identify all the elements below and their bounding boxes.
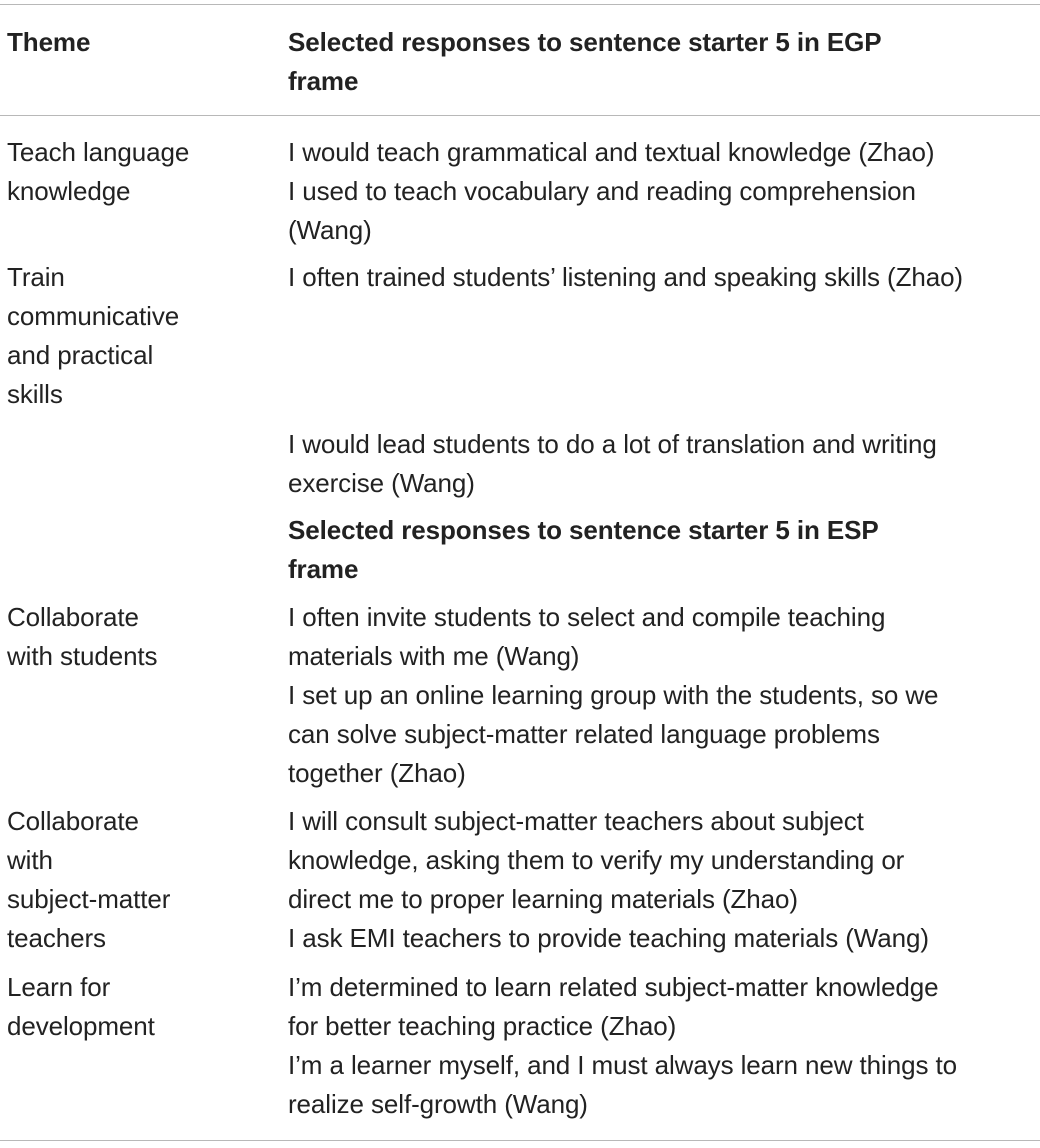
- theme-learn-for-development: Learn for development: [7, 972, 155, 1041]
- responses-teach-language-knowledge: [288, 133, 1028, 250]
- response-line: materials with me (Wang): [288, 641, 580, 671]
- response-line: I would lead students to do a lot of translation and writing: [288, 429, 937, 459]
- theme-collaborate-with-students: Collaborate with students: [7, 602, 158, 671]
- response-line: I’m determined to learn related subject-matter knowledge: [288, 972, 939, 1002]
- theme-teach-language-knowledge: Teach language knowledge: [7, 137, 190, 206]
- header-divider-rule: [0, 115, 1040, 116]
- response-line: realize self-growth (Wang): [288, 1089, 588, 1119]
- header-egp-title: Selected responses to sentence starter 5 in EGP frame: [288, 27, 882, 96]
- response-line: knowledge, asking them to verify my understanding or: [288, 845, 905, 875]
- response-line: exercise (Wang): [288, 468, 475, 498]
- responses-collaborate-with-students: [288, 598, 1028, 793]
- responses-learn-for-development: [288, 968, 1028, 1124]
- response-line: I set up an online learning group with the students, so we: [288, 680, 939, 710]
- response-line: I often invite students to select and compile teaching: [288, 602, 886, 632]
- table-bottom-rule: [0, 1140, 1040, 1141]
- header-theme: Theme: [7, 27, 91, 57]
- responses-collaborate-with-subject-teachers: [288, 802, 1028, 958]
- responses-train-communicative-skills: [288, 258, 1028, 297]
- theme-train-communicative-skills: Train communicative and practical skills: [7, 262, 180, 409]
- response-line: direct me to proper learning materials (Zhao): [288, 884, 798, 914]
- response-line: I used to teach vocabulary and reading comprehension: [288, 176, 916, 206]
- response-line: for better teaching practice (Zhao): [288, 1011, 677, 1041]
- response-line: together (Zhao): [288, 758, 466, 788]
- response-line: can solve subject-matter related language problems: [288, 719, 880, 749]
- response-line: I’m a learner myself, and I must always learn new things to: [288, 1050, 957, 1080]
- response-line: (Wang): [288, 215, 372, 245]
- response-line: I would teach grammatical and textual knowledge (Zhao): [288, 137, 935, 167]
- table-top-rule: [0, 4, 1040, 5]
- response-line: I often trained students’ listening and speaking skills (Zhao): [288, 262, 963, 292]
- response-line: I will consult subject-matter teachers about subject: [288, 806, 864, 836]
- esp-section-title: Selected responses to sentence starter 5 in ESP frame: [288, 515, 879, 584]
- theme-collaborate-with-subject-teachers: Collaborate with subject-matter teachers: [7, 806, 171, 953]
- responses-translation-writing: [288, 425, 1028, 503]
- response-line: I ask EMI teachers to provide teaching materials (Wang): [288, 923, 929, 953]
